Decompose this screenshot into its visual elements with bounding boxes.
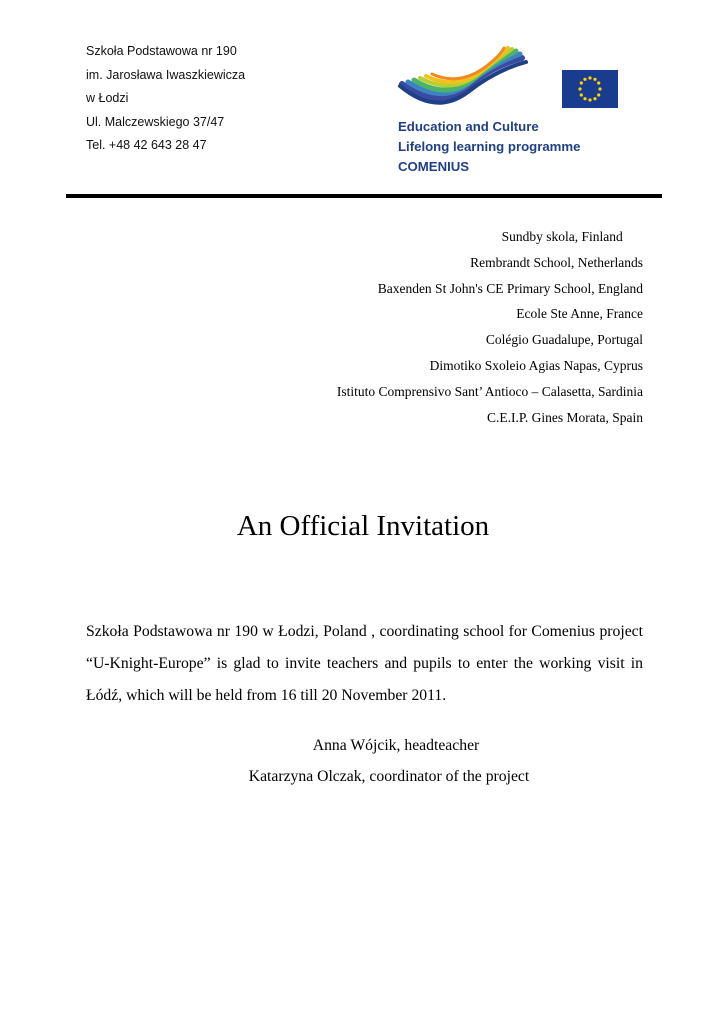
swoosh-icon	[400, 48, 526, 103]
sender-city: w Łodzi	[86, 91, 129, 106]
sender-address	[86, 40, 245, 158]
sender-street: Ul. Malczewskiego 37/47	[86, 114, 225, 129]
recipient-cyprus: Dimotiko Sxoleio Agias Napas, Cyprus	[429, 357, 643, 373]
document-title-text: An Official Invitation	[236, 510, 490, 542]
invitation-body: Szkoła Podstawowa nr 190 w Łodzi, Poland , coordinating school for Comenius project “U-Knight-Europe” is glad to invite teachers and pupils to enter the working visit in Łódź, which will be held from 16 till 20 November 2011.	[86, 623, 643, 704]
signature-headteacher-text: Anna Wójcik, headteacher	[312, 737, 480, 754]
recipient-france: Ecole Ste Anne, France	[516, 306, 643, 322]
recipient-sardinia: Istituto Comprensivo Sant’ Antioco – Calasetta, Sardinia	[336, 383, 643, 399]
sender-school-name: Szkoła Podstawowa nr 190	[86, 44, 237, 58]
recipient-netherlands: Rembrandt School, Netherlands	[470, 254, 643, 270]
recipient-portugal: Colégio Guadalupe, Portugal	[485, 332, 643, 348]
recipient-spain: C.E.I.P. Gines Morata, Spain	[487, 409, 643, 425]
recipient-finland: Sundby skola, Finland	[501, 229, 643, 244]
recipient-list	[337, 224, 643, 430]
logo-lifelong-learning: Lifelong learning programme	[398, 138, 581, 154]
document-title	[0, 506, 728, 546]
header-divider	[66, 194, 662, 198]
signature-coordinator	[0, 765, 728, 789]
signature-coordinator-text: Katarzyna Olczak, coordinator of the project	[248, 768, 530, 785]
recipient-england: Baxenden St John's CE Primary School, England	[377, 280, 643, 296]
logo-education-culture: Education and Culture	[398, 119, 539, 134]
logo-comenius: COMENIUS	[398, 158, 470, 174]
eu-flag-icon	[562, 70, 618, 108]
sender-phone: Tel. +48 42 643 28 47	[86, 138, 207, 153]
signature-headteacher	[0, 734, 728, 758]
logo-caption	[398, 117, 580, 176]
sender-patron: im. Jarosława Iwaszkiewicza	[86, 67, 246, 82]
